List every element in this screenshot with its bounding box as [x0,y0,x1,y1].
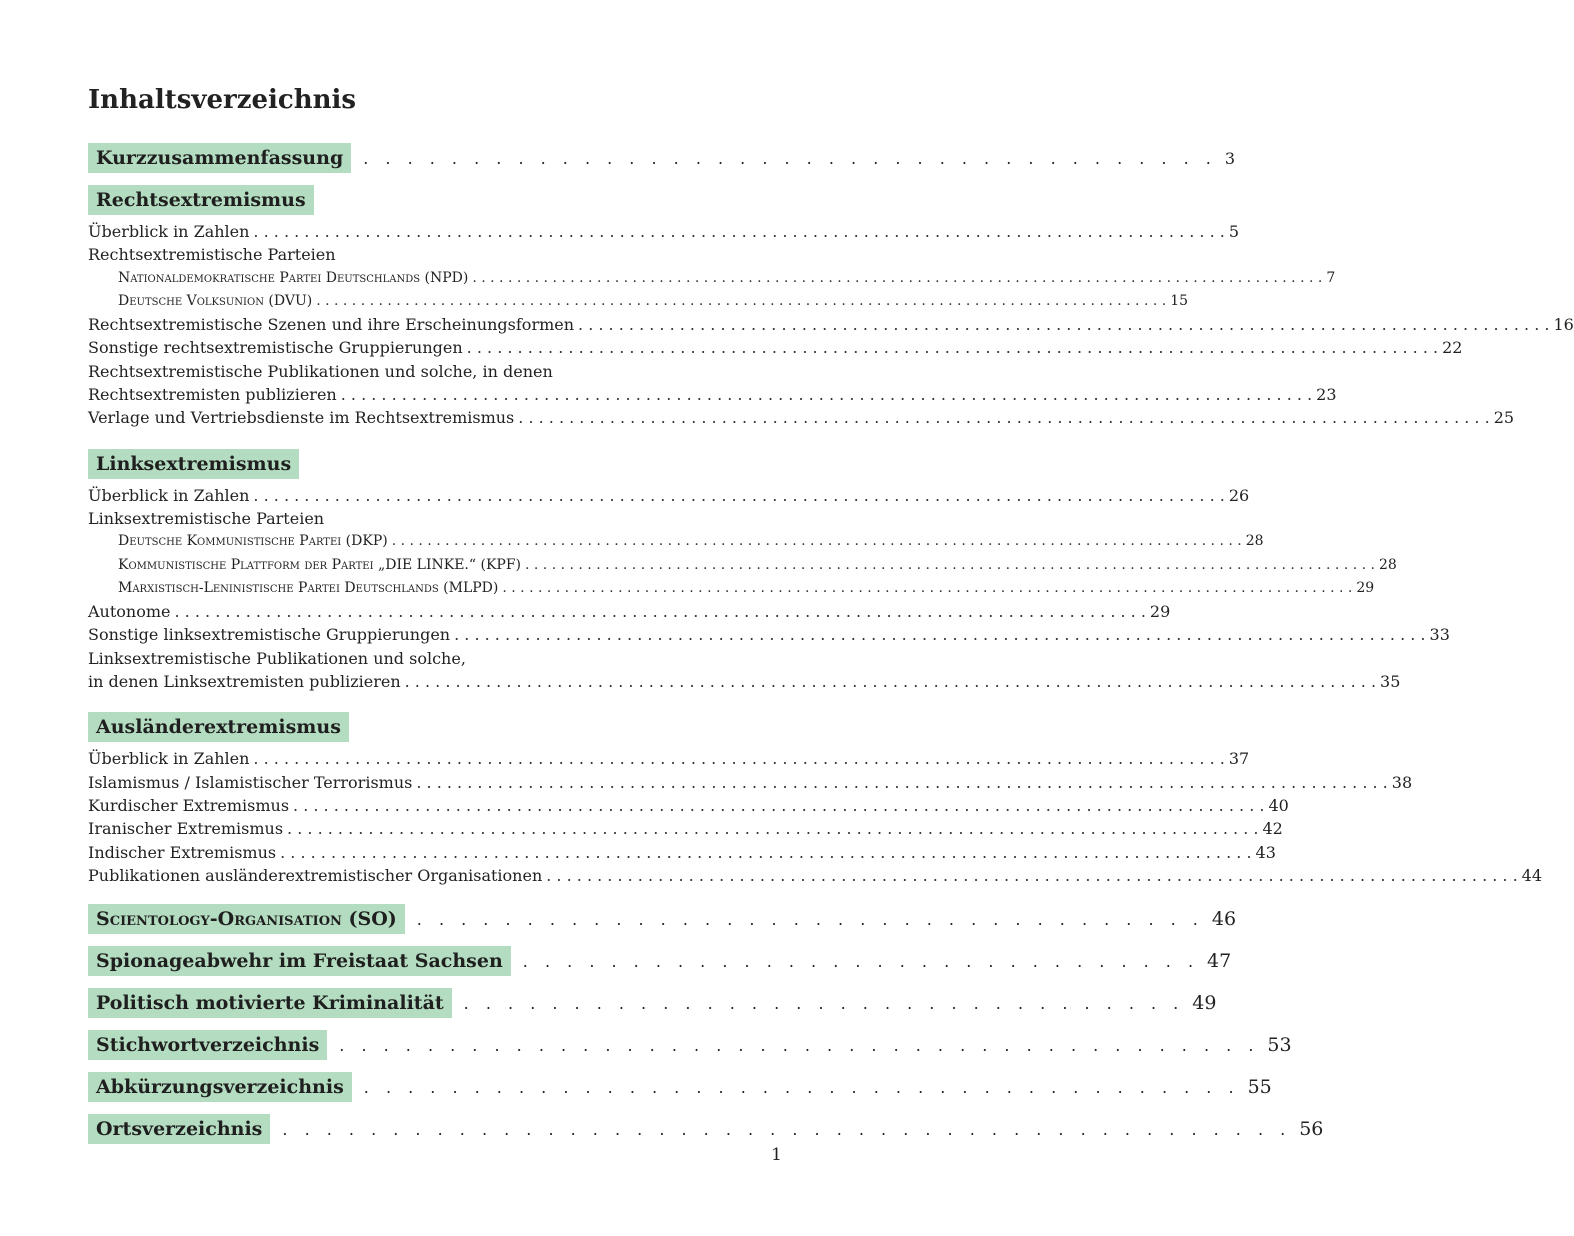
page-ref: 47 [1207,950,1232,973]
leader-dots: . . . . . . . . . . . . . . . . . . . . . . . . . . . . . . . . . . . . . . . . [363,1077,1240,1097]
entry-label: Sonstige linksextremistische Gruppierungen [88,625,451,645]
page-ref: 35 [1380,672,1401,692]
table-of-contents [88,84,1574,1149]
section-heading: Linksextremismus [88,449,299,479]
leader-dots [525,554,1375,577]
leader-dots [472,267,1322,290]
toc-subentry[interactable] [88,530,1264,553]
page-ref: 49 [1192,992,1217,1015]
entry-label: Kommunistische Plattform der Partei „DIE LINKE.“ (KPF) [118,556,521,573]
page-ref: 3 [1224,148,1236,168]
toc-subentry[interactable] [88,554,1397,577]
toc-entry[interactable] [88,383,1337,406]
leader-dots [502,577,1352,600]
section-heading: Ortsverzeichnis [88,1114,270,1144]
page-ref: 28 [1245,533,1264,550]
toc-stichwortverzeichnis[interactable] [88,1025,1292,1065]
page-ref: 29 [1356,579,1375,596]
toc-entry[interactable] [88,313,1574,336]
leader-dots [392,530,1242,553]
section-heading-auslaenderextremismus [88,707,782,747]
entry-label: Überblick in Zahlen [88,749,250,769]
leader-dots [405,670,1376,693]
section-heading: Scientology-Organisation (SO) [88,904,405,934]
entry-label: Marxistisch-Leninistische Partei Deutschlands (MLPD) [118,579,499,596]
leader-dots [253,747,1224,770]
toc-entry[interactable] [88,600,1171,623]
entry-label: Nationaldemokratische Partei Deutschlands (NPD) [118,269,469,286]
toc-entry[interactable] [88,647,782,670]
page-ref: 53 [1267,1034,1292,1057]
section-rechtsextremismus [88,220,1574,430]
toc-subentry[interactable] [88,267,1336,290]
leader-dots: . . . . . . . . . . . . . . . . . . . . . . . . . . . . . . . . . . . . . . . . . . [339,1035,1260,1055]
leader-dots [467,336,1438,359]
toc-abkuerzungsverzeichnis[interactable] [88,1067,1272,1107]
page-ref: 43 [1255,842,1276,862]
leader-dots: . . . . . . . . . . . . . . . . . . . . . . . . . . . . . . . [522,951,1200,971]
entry-label: Rechtsextremistische Szenen und ihre Erscheinungsformen [88,315,575,335]
leader-dots: . . . . . . . . . . . . . . . . . . . . . . . . . . . . . . . . . . . . . . . . . . . . . . [282,1119,1292,1139]
entry-label: Linksextremistische Parteien [88,508,325,528]
page-ref: 37 [1228,749,1250,769]
leader-dots [280,841,1251,864]
section-linksextremismus [88,484,1450,694]
page-ref: 55 [1247,1076,1272,1099]
section-heading: Politisch motivierte Kriminalität [88,988,452,1018]
section-heading: Ausländerextremismus [88,712,349,742]
leader-dots: . . . . . . . . . . . . . . . . . . . . . . . . . . . . . . . . . . . . . . . [363,148,1217,168]
toc-entry[interactable] [88,484,1250,507]
toc-entry[interactable] [88,670,1401,693]
page-ref: 40 [1268,795,1289,815]
toc-entry[interactable] [88,360,782,383]
leader-dots [175,600,1146,623]
entry-label: Verlage und Vertriebsdienste im Rechtsextremismus [88,408,515,428]
leader-dots: . . . . . . . . . . . . . . . . . . . . . . . . . . . . . . . . . [463,993,1185,1013]
entry-label: Überblick in Zahlen [88,222,250,241]
section-heading: Rechtsextremismus [88,185,314,215]
toc-scientology[interactable] [88,899,1237,939]
section-heading: Kurzzusammenfassung [88,143,351,173]
page-number: 1 [771,1145,782,1165]
page-ref: 38 [1391,772,1413,792]
entry-label: Islamismus / Islamistischer Terrorismus [88,772,413,792]
page-ref: 7 [1326,269,1336,286]
entry-label: Überblick in Zahlen [88,485,250,505]
entry-label: Rechtsextremisten publizieren [88,385,337,405]
toc-politisch-motivierte-kriminalitaet[interactable] [88,983,1217,1023]
entry-label: Publikationen ausländerextremistischer Organisationen [88,865,543,885]
toc-entry[interactable] [88,841,1276,864]
entry-label: Deutsche Kommunistische Partei (DKP) [118,533,388,550]
page-ref: 16 [1553,315,1574,335]
entry-label: Sonstige rechtsextremistische Gruppierungen [88,338,463,358]
toc-spionageabwehr[interactable] [88,941,1232,981]
entry-label: Indischer Extremismus [88,842,277,862]
entry-label: in denen Linksextremisten publizieren [88,672,401,692]
leader-dots [518,406,1489,429]
entry-label: Deutsche Volksunion (DVU) [118,292,313,309]
section-heading-rechtsextremismus [88,180,782,220]
page-ref: 56 [1299,1118,1324,1141]
entry-label: Rechtsextremistische Parteien [88,245,336,265]
toc-ortsverzeichnis[interactable] [88,1109,1324,1149]
page-ref: 15 [1170,292,1189,309]
toc-entry[interactable] [88,220,1240,243]
page-title: Inhaltsverzeichnis [88,85,357,115]
leader-dots [416,771,1387,794]
toc-entry[interactable] [88,336,1463,359]
entry-label: Rechtsextremistische Publikationen und solche, in denen [88,361,553,381]
toc-entry[interactable] [88,507,782,530]
entry-label: Kurdischer Extremismus [88,795,290,815]
leader-dots [454,623,1425,646]
section-heading-linksextremismus [88,444,782,484]
toc-entry[interactable] [88,864,1543,887]
leader-dots: . . . . . . . . . . . . . . . . . . . . . . . . . . . . . . . . . . . . [416,909,1204,929]
page-ref: 42 [1262,819,1283,839]
toc-subentry[interactable] [88,290,1189,313]
section-heading: Spionageabwehr im Freistaat Sachsen [88,946,511,976]
toc-entry[interactable] [88,243,782,266]
section-heading: Abkürzungsverzeichnis [88,1072,352,1102]
page-ref: 22 [1442,338,1463,358]
leader-dots [578,313,1549,336]
toc-entry[interactable] [88,406,1515,429]
leader-dots [341,383,1312,406]
toc-entry[interactable] [88,771,1413,794]
page-ref: 46 [1211,908,1237,931]
page-ref: 33 [1429,625,1450,645]
entry-label: Linksextremistische Publikationen und solche, [88,648,466,668]
entry-label: Iranischer Extremismus [88,819,284,839]
page-ref: 29 [1149,602,1171,622]
leader-dots [316,290,1166,313]
page-ref: 28 [1379,556,1397,573]
section-auslaenderextremismus [88,747,1543,887]
page-ref: 44 [1521,865,1543,885]
toc-entry[interactable] [88,794,1289,817]
toc-entry[interactable] [88,747,1250,770]
page-ref: 26 [1228,485,1250,505]
toc-subentry[interactable] [88,577,1375,600]
page-ref: 25 [1493,408,1515,428]
toc-entry[interactable] [88,817,1283,840]
leader-dots [253,484,1224,507]
toc-kurzzusammenfassung[interactable] [88,138,1236,178]
leader-dots [287,817,1258,840]
entry-label: Autonome [88,602,171,622]
leader-dots [293,794,1264,817]
toc-entry[interactable] [88,623,1450,646]
leader-dots [546,864,1517,887]
page-ref: 23 [1316,385,1337,405]
page-ref: 5 [1228,222,1240,241]
section-heading: Stichwortverzeichnis [88,1030,327,1060]
leader-dots [253,220,1224,243]
